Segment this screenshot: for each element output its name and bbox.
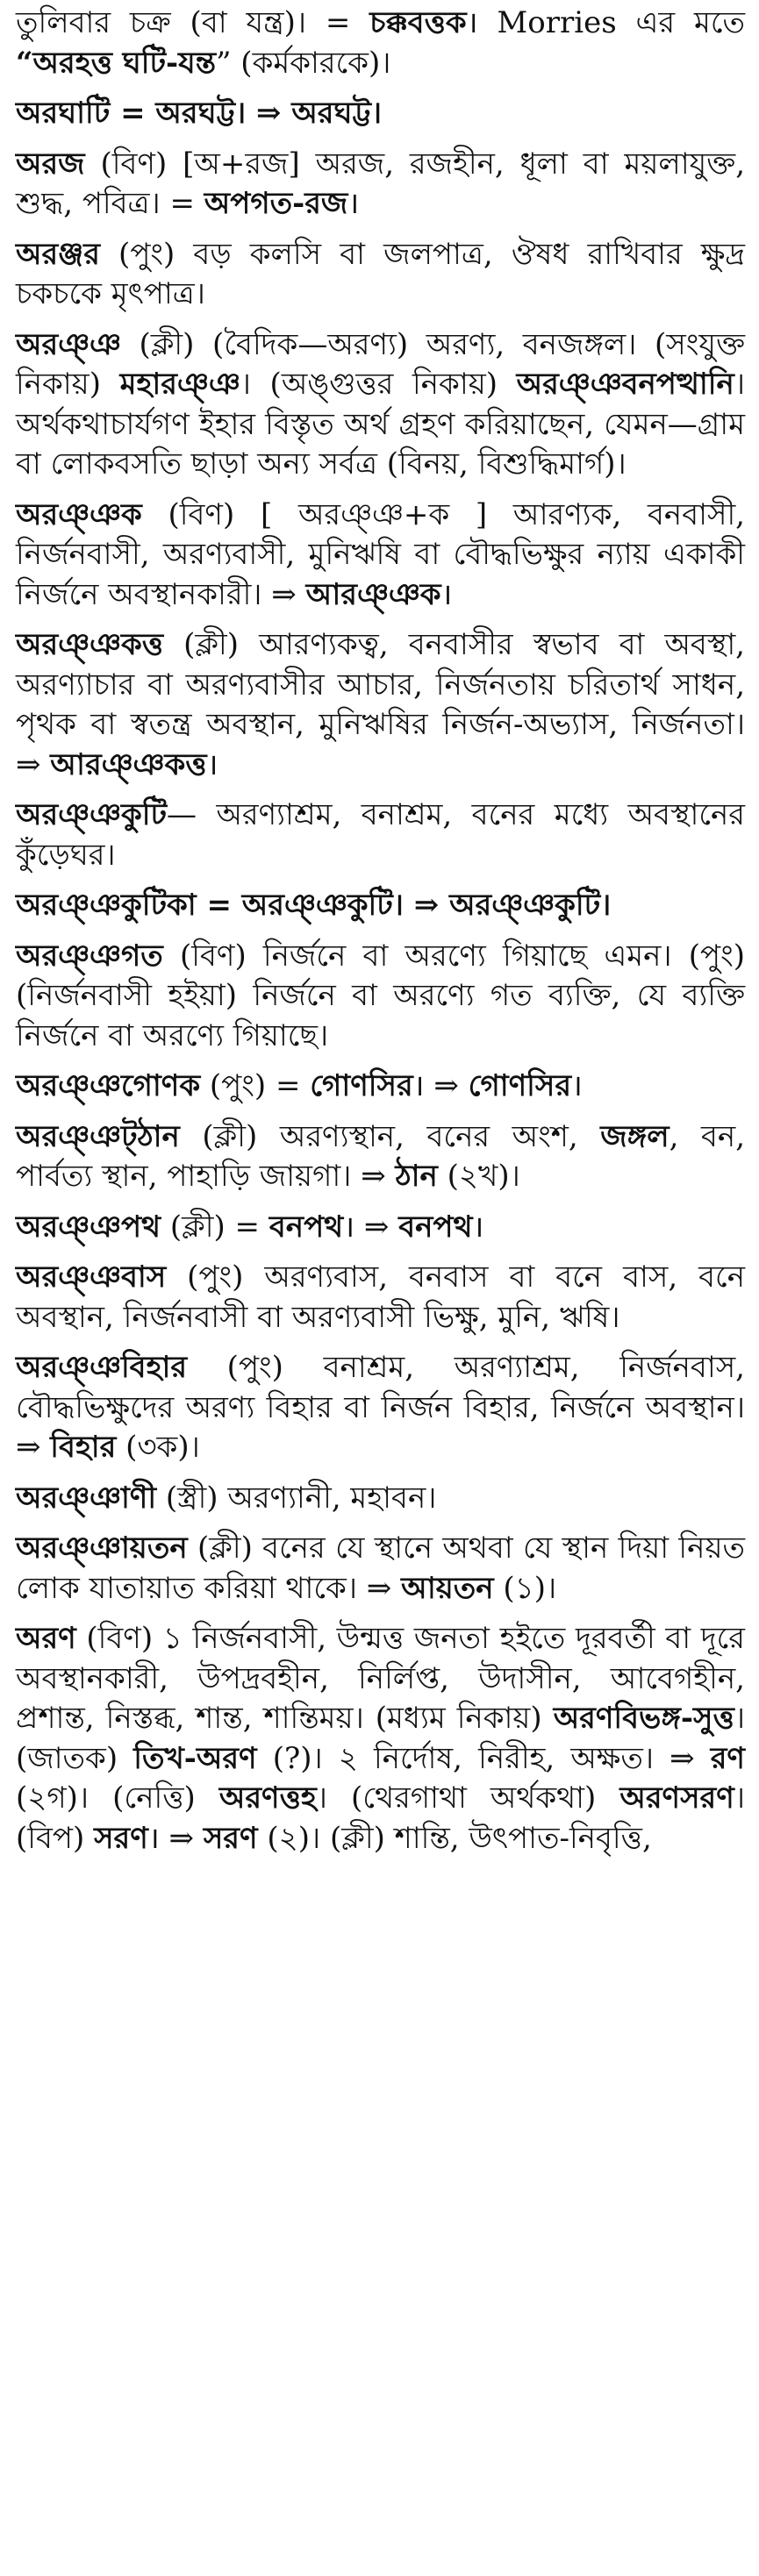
entry-headword: অরঞ্ঞকত্ত bbox=[16, 627, 164, 662]
definition-text: । (জাতক) bbox=[16, 1701, 745, 1776]
entry-headword: অরঘাটি bbox=[16, 96, 111, 131]
dictionary-entry bbox=[16, 235, 745, 315]
definition-text: । bbox=[347, 186, 360, 221]
definition-text: । Morries এর মতে bbox=[466, 5, 745, 40]
bold-term: “অরহত্ত ঘটি-যন্ত bbox=[16, 45, 217, 81]
definition-text: (২গ)। (নেত্তি) bbox=[16, 1780, 219, 1816]
entry-list bbox=[16, 94, 745, 1859]
dictionary-entry bbox=[16, 94, 745, 134]
definition-text: (পুং) অরণ্যবাস, বনবাস বা বনে বাস, বনে অবস্থান, নির্জনবাসী বা অরণ্যবাসী ভিক্ষু, মুনি, ঋষি। bbox=[16, 1259, 745, 1335]
dictionary-entry bbox=[16, 1258, 745, 1338]
entry-headword: অরঞ্ঞাণী bbox=[16, 1480, 157, 1516]
bold-term: বিহার bbox=[50, 1430, 117, 1465]
dictionary-entry bbox=[16, 796, 745, 875]
bold-term: বনপথ bbox=[398, 1209, 473, 1245]
dictionary-entry bbox=[16, 325, 745, 485]
definition-text: (১)। bbox=[493, 1570, 557, 1606]
entry-headword: অরণ bbox=[16, 1621, 76, 1656]
definition-text: । (অঙ্গুত্তর নিকায়) bbox=[240, 367, 517, 402]
bold-term: সরণ bbox=[94, 1820, 148, 1856]
bold-term: অরঞ্ঞবনপত্থানি bbox=[516, 367, 734, 402]
bold-term: অরণত্তহ bbox=[218, 1780, 317, 1816]
definition-text: (২খ)। bbox=[437, 1159, 520, 1194]
bold-term: আরঞ্ঞক bbox=[305, 576, 441, 612]
bold-term: অরণসরণ bbox=[619, 1780, 734, 1816]
definition-text: । অর্থকথাচার্যগণ ইহার বিস্তৃত অর্থ গ্রহণ করিয়াছেন, যেমন—গ্রাম বা লোকবসতি ছাড়া অন্য সর্বত্র (বিনয়, বিশুদ্ধিমার্গ)। bbox=[16, 367, 745, 482]
definition-text: । bbox=[571, 1068, 583, 1103]
definition-text: (৩ক)। bbox=[116, 1430, 200, 1465]
dictionary-entry bbox=[16, 1529, 745, 1609]
definition-text: । bbox=[440, 576, 453, 612]
bold-term: জঙ্গল bbox=[600, 1118, 669, 1154]
definition-text: (বিণ) নির্জনে বা অরণ্যে গিয়াছে এমন। (পুং) (নির্জনবাসী হইয়া) নির্জনে বা অরণ্যে গত ব্যক্তি, যে ব্যক্তি নির্জনে বা অরণ্যে গিয়াছে। bbox=[16, 938, 745, 1053]
dictionary-entry bbox=[16, 145, 745, 225]
bold-term: বনপথ bbox=[269, 1209, 344, 1245]
entry-headword: অরঞ্ঞপথ bbox=[16, 1209, 161, 1245]
definition-text: (ক্লী) আরণ্যকত্ব, বনবাসীর স্বভাব বা অবস্থা, অরণ্যাচার বা অরণ্যবাসীর আচার, নির্জনতায় চরিতার্থ সাধন, পৃথক বা স্বতন্ত্র অবস্থান, মুনিঋষির নির্জন-অভ্যাস, নির্জনতা। ⇒ bbox=[16, 627, 745, 782]
entry-headword: অরঞ্ঞবাস bbox=[16, 1259, 167, 1295]
definition-text: (পুং) বনাশ্রম, অরণ্যাশ্রম, নির্জনবাস, বৌদ্ধভিক্ষুদের অরণ্য বিহার বা নির্জন বিহার, নির্জনে অবস্থান। ⇒ bbox=[16, 1350, 745, 1465]
definition-text: (ক্লী) = bbox=[161, 1209, 269, 1245]
dictionary-entry bbox=[16, 937, 745, 1057]
definition-text: । ⇒ bbox=[147, 1820, 204, 1856]
dictionary-entry bbox=[16, 1619, 745, 1859]
entry-headword: অরঞ্ঞায়তন bbox=[16, 1531, 188, 1566]
bold-term: রণ bbox=[710, 1740, 745, 1776]
definition-text: (ক্লী) অরণ্যস্থান, বনের অংশ, bbox=[179, 1118, 601, 1154]
definition-text: । bbox=[206, 746, 218, 782]
bold-term: ঠান bbox=[395, 1159, 438, 1194]
dictionary-entry bbox=[16, 1117, 745, 1197]
definition-text: (?)। ২ নির্দোষ, নিরীহ, অক্ষত। ⇒ bbox=[256, 1740, 711, 1776]
definition-text: । bbox=[472, 1209, 484, 1245]
entry-headword: অরঞ্ঞগোণক bbox=[16, 1068, 201, 1103]
bold-term: অপগত-রজ bbox=[204, 186, 348, 221]
definition-text: (২)। (ক্লী) শান্তি, উৎপাত-নিবৃত্তি, bbox=[257, 1820, 652, 1856]
entry-headword: অরঞ্ঞবিহার bbox=[16, 1350, 188, 1385]
bold-term: আয়তন bbox=[401, 1570, 494, 1606]
definition-text: — অরণ্যাশ্রম, বনাশ্রম, বনের মধ্যে অবস্থানের কুঁড়েঘর। bbox=[16, 797, 745, 873]
dictionary-entry bbox=[16, 625, 745, 785]
definition-text: , বন, পার্বত্য স্থান, পাহাড়ি জায়গা। ⇒ bbox=[16, 1118, 746, 1194]
entry-headword: অরঞ্ঞক bbox=[16, 496, 142, 532]
entry-headword: অরঞ্ঞ bbox=[16, 326, 121, 362]
bold-term: গোণসির bbox=[310, 1068, 413, 1103]
continuation-paragraph bbox=[16, 4, 745, 83]
dictionary-entry bbox=[16, 886, 745, 926]
bold-term: তিখ-অরণ bbox=[133, 1740, 257, 1776]
entry-headword: অরঞ্ঞকুটিকা bbox=[16, 888, 197, 923]
dictionary-entry bbox=[16, 1348, 745, 1468]
definition-text: (স্ত্রী) অরণ্যানী, মহাবন। bbox=[156, 1480, 437, 1516]
definition-text: । ⇒ bbox=[343, 1209, 399, 1245]
bold-term: অরণবিভঙ্গ-সুত্ত bbox=[553, 1701, 734, 1736]
entry-headword: অরঞ্ঞট্‌ঠান bbox=[16, 1118, 180, 1154]
definition-text: । ⇒ bbox=[412, 1068, 469, 1103]
definition-text: (ক্লী) বনের যে স্থানে অথবা যে স্থান দিয়া নিয়ত লোক যাতায়াত করিয়া থাকে। ⇒ bbox=[16, 1531, 745, 1606]
definition-text: । (বিপ) bbox=[16, 1780, 745, 1856]
entry-headword: অরজ bbox=[16, 146, 85, 182]
definition-text: (পুং) বড় কলসি বা জলপাত্র, ঔষধ রাখিবার ক্ষুদ্র চকচকে মৃৎপাত্র। bbox=[16, 236, 745, 311]
dictionary-entry bbox=[16, 1479, 745, 1519]
definition-text: (বিণ) [অ+রজ] অরজ, রজহীন, ধূলা বা ময়লাযুক্ত, শুদ্ধ, পবিত্র। = bbox=[16, 146, 745, 221]
entry-headword: অরঞ্ঞগত bbox=[16, 938, 163, 974]
bold-term: = অরঞ্ঞকুটি। ⇒ অরঞ্ঞকুটি। bbox=[196, 888, 612, 923]
definition-text: (পুং) = bbox=[200, 1068, 311, 1103]
definition-text: । (থেরগাথা অর্থকথা) bbox=[316, 1780, 620, 1816]
definition-text: (ক্লী) (বৈদিক—অরণ্য) অরণ্য, বনজঙ্গল। (সংযুক্ত নিকায়) bbox=[16, 326, 745, 402]
definition-text: তুলিবার চক্র (বা যন্ত্র)। = bbox=[16, 5, 370, 40]
bold-term: সরণ bbox=[203, 1820, 258, 1856]
definition-text: ” (কর্মকারকে)। bbox=[216, 45, 391, 81]
bold-term: আরঞ্ঞকত্ত bbox=[50, 746, 207, 782]
entry-headword: অরঞ্জর bbox=[16, 236, 100, 272]
bold-term: গোণসির bbox=[468, 1068, 572, 1103]
definition-text: (বিণ) [ অরঞ্ঞ+ক ] আরণ্যক, বনবাসী, নির্জনবাসী, অরণ্যবাসী, মুনিঋষি বা বৌদ্ধভিক্ষুর ন্যায় একাকী নির্জনে অবস্থানকারী। ⇒ bbox=[16, 496, 745, 612]
bold-term: = অরঘট্ট। ⇒ অরঘট্ট। bbox=[110, 96, 383, 131]
dictionary-entry bbox=[16, 1067, 745, 1107]
definition-text: (বিণ) ১ নির্জনবাসী, উন্মত্ত জনতা হইতে দূরবর্তী বা দূরে অবস্থানকারী, উপদ্রবহীন, নির্লিপ্ত, উদাসীন, আবেগহীন, প্রশান্ত, নিস্তব্ধ, শান্ত, শান্তিময়। (মধ্যম নিকায়) bbox=[16, 1621, 745, 1736]
entry-headword: অরঞ্ঞকুটি bbox=[16, 797, 167, 832]
bold-term: চক্কবত্তক bbox=[369, 5, 467, 40]
dictionary-entry bbox=[16, 1208, 745, 1248]
dictionary-entry bbox=[16, 496, 745, 616]
bold-term: মহারঞ্ঞ bbox=[119, 367, 240, 402]
